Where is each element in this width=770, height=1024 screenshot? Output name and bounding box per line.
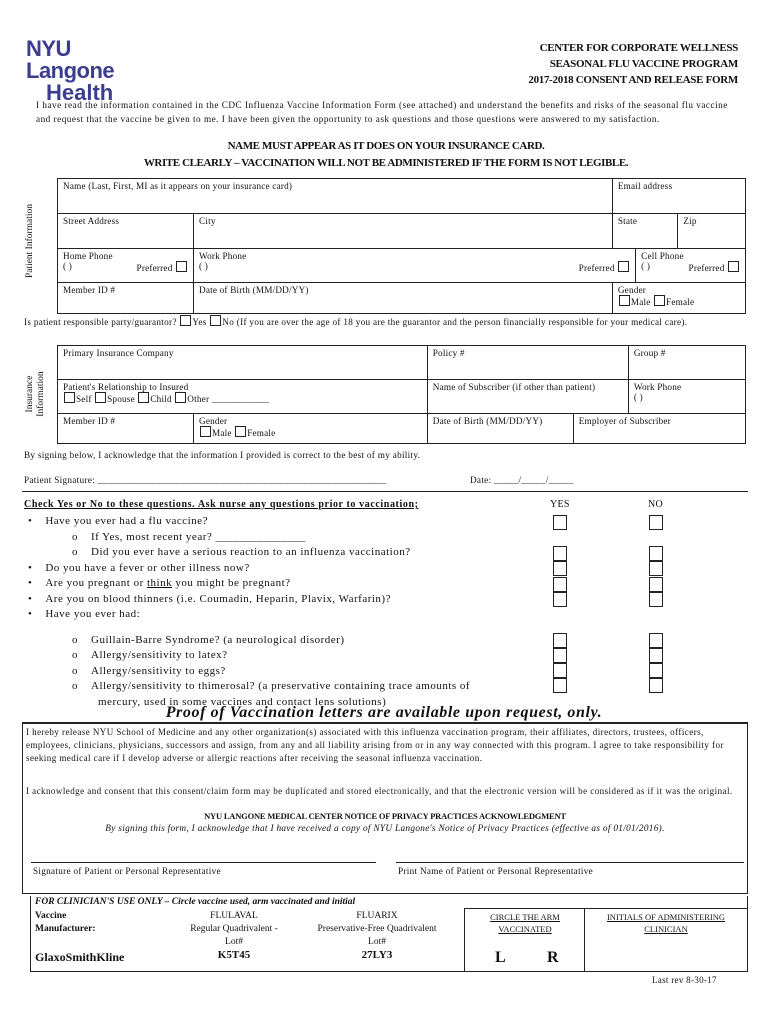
question-row: • Are you on blood thinners (i.e. Coumadin, Heparin, Plavix, Warfarin)? — [28, 592, 391, 605]
home-phone-field[interactable]: Home Phone ( ) Preferred — [58, 248, 194, 283]
no-column-header: NO — [648, 499, 664, 510]
clinician-title: FOR CLINICIAN'S USE ONLY – Circle vaccine used, arm vaccinated and initial — [35, 897, 356, 907]
policy-field[interactable]: Policy # — [427, 346, 628, 380]
state-field[interactable]: State — [612, 213, 677, 248]
q5c-no-checkbox[interactable] — [649, 663, 663, 678]
insurance-gender-field: Gender Male Female — [194, 414, 428, 444]
self-checkbox[interactable] — [64, 392, 75, 403]
question-row: mercury, used in some vaccines and contact lens solutions) — [98, 695, 387, 708]
q5a-no-checkbox[interactable] — [649, 633, 663, 648]
gender-field: Gender Male Female — [612, 283, 745, 314]
vaccine-manufacturer-label: Vaccine Manufacturer: — [35, 911, 96, 934]
insurance-information-section — [24, 345, 746, 445]
q5b-no-checkbox[interactable] — [649, 648, 663, 663]
group-field[interactable]: Group # — [628, 346, 745, 380]
circle-arm-label: CIRCLE THE ARM VACCINATED — [490, 912, 560, 934]
guarantor-yes-checkbox[interactable] — [180, 315, 191, 326]
questions-list — [28, 514, 528, 710]
home-preferred-checkbox[interactable] — [176, 261, 187, 272]
question-row: o If Yes, most recent year? _______________ — [72, 530, 306, 543]
q2-no-checkbox[interactable] — [649, 561, 663, 576]
name-field[interactable]: Name (Last, First, MI as it appears on your insurance card) — [58, 179, 613, 214]
question-row: o Allergy/sensitivity to latex? — [72, 649, 228, 661]
intro-paragraph: I have read the information contained in the CDC Influenza Vaccine Information Form (see attached) and understand the benefits and risks of the seasonal flu vaccine and request that the vaccine be given to me. I have been given the opportunity to ask questions and those questions were answered to my satisfaction. — [36, 100, 728, 124]
q1-no-checkbox[interactable] — [649, 515, 663, 530]
spouse-checkbox[interactable] — [95, 392, 106, 403]
acknowledgement-text: By signing below, I acknowledge that the information I provided is correct to the best of my ability. — [24, 450, 421, 460]
work-phone-field[interactable]: Work Phone ( ) Preferred — [194, 248, 636, 283]
q5d-no-checkbox[interactable] — [649, 678, 663, 693]
print-name-line[interactable] — [396, 862, 744, 863]
question-row: • Do you have a fever or other illness now? — [28, 561, 250, 574]
cell-phone-field[interactable]: Cell Phone ( ) Preferred — [636, 248, 746, 283]
question-row: • Have you ever had a flu vaccine? — [28, 515, 208, 527]
q3-yes-checkbox[interactable] — [553, 577, 567, 592]
nyu-langone-logo: NYU Langone Health — [26, 36, 115, 105]
child-checkbox[interactable] — [138, 392, 149, 403]
q1b-no-checkbox[interactable] — [649, 546, 663, 561]
member-id-field[interactable]: Member ID # — [58, 283, 194, 314]
insurance-female-checkbox[interactable] — [235, 426, 246, 437]
cell-preferred-checkbox[interactable] — [728, 261, 739, 272]
fluaval-option[interactable]: FLULAVAL Regular Quadrivalent - Lot# K5T45 — [190, 911, 278, 961]
privacy-title: NYU LANGONE MEDICAL CENTER NOTICE OF PRIVACY PRACTICES ACKNOWLEDGMENT — [204, 811, 566, 821]
patient-signature-line[interactable]: Patient Signature: ___________________________________________________________ — [24, 475, 387, 485]
insurance-info-label: Insurance Information — [25, 371, 46, 417]
guarantor-question: Is patient responsible party/guarantor? Yes No (If you are over the age of 18 you are the guarantor and the person financially responsible for your medical care). — [24, 317, 688, 327]
work-preferred-checkbox[interactable] — [618, 261, 629, 272]
patient-info-label: Patient Information — [25, 203, 35, 279]
signature-label: Signature of Patient or Personal Representative — [33, 866, 221, 876]
q3-no-checkbox[interactable] — [649, 577, 663, 592]
insurance-member-id-field[interactable]: Member ID # — [58, 414, 194, 444]
manufacturer-name: GlaxoSmithKline — [35, 950, 125, 964]
insurance-male-checkbox[interactable] — [200, 426, 211, 437]
q4-yes-checkbox[interactable] — [553, 592, 567, 607]
release-paragraph: I hereby release NYU School of Medicine and any other organization(s) associated with this influenza vaccination program, their affiliates, directors, trustees, officers, employees, clinicians, physicians, successors and assign, from any and all liability arising from or in any way connected with this program. I agree to take responsibility for seeking medical care if I develop adverse or allergic reactions after receiving the seasonal influenza vaccination. — [26, 727, 724, 763]
female-checkbox[interactable] — [654, 295, 665, 306]
proof-of-vaccination-notice: Proof of Vaccination letters are available upon request, only. — [165, 704, 603, 721]
q1b-yes-checkbox[interactable] — [553, 546, 567, 561]
q5a-yes-checkbox[interactable] — [553, 633, 567, 648]
question-row: • Have you ever had: — [28, 608, 141, 620]
q2-yes-checkbox[interactable] — [553, 561, 567, 576]
question-row: o Allergy/sensitivity to eggs? — [72, 664, 226, 677]
question-row: • Are you pregnant or think you might be pregnant? — [28, 577, 291, 589]
relationship-field: Patient's Relationship to Insured Self Spouse Child Other ____________ — [58, 380, 428, 414]
employer-field[interactable]: Employer of Subscriber — [573, 414, 745, 444]
fluarix-option[interactable]: FLUARIX Preservative-Free Quadrivalent Lot# 27LY3 — [317, 911, 437, 961]
insurance-company-field[interactable]: Primary Insurance Company — [58, 346, 428, 380]
question-row: o Allergy/sensitivity to thimerosal? (a preservative containing trace amounts of — [72, 680, 471, 692]
email-field[interactable]: Email address — [612, 179, 745, 214]
left-arm-option[interactable]: L — [495, 949, 506, 966]
patient-information-section — [24, 178, 746, 314]
initials-box[interactable] — [584, 908, 747, 971]
q4-no-checkbox[interactable] — [649, 592, 663, 607]
question-row: o Guillain-Barre Syndrome? (a neurological disorder) — [72, 633, 345, 646]
other-checkbox[interactable] — [175, 392, 186, 403]
clinician-section — [30, 896, 748, 972]
male-checkbox[interactable] — [619, 295, 630, 306]
questions-header: Check Yes or No to these questions. Ask nurse any questions prior to vaccination; — [24, 499, 419, 510]
form-header: CENTER FOR CORPORATE WELLNESS SEASONAL FLU VACCINE PROGRAM 2017-2018 CONSENT AND RELEASE FORM — [528, 42, 738, 86]
q5d-yes-checkbox[interactable] — [553, 678, 567, 693]
divider — [22, 491, 748, 492]
right-arm-option[interactable]: R — [547, 949, 559, 966]
release-box — [22, 722, 748, 894]
privacy-text: By signing this form, I acknowledge that I have received a copy of NYU Langone's Notice of Privacy Practices (effective as of 01/01/2016). — [105, 824, 665, 834]
initials-label: INITIALS OF ADMINISTERING CLINICIAN — [606, 912, 726, 934]
q1-yes-checkbox[interactable] — [553, 515, 567, 530]
signature-line[interactable] — [31, 862, 376, 863]
guarantor-no-checkbox[interactable] — [210, 315, 221, 326]
notice: NAME MUST APPEAR AS IT DOES ON YOUR INSURANCE CARD. WRITE CLEARLY – VACCINATION WILL NOT BE ADMINISTERED IF THE FORM IS NOT LEGIBLE. — [143, 140, 629, 169]
electronic-consent-paragraph: I acknowledge and consent that this consent/claim form may be duplicated and stored electronically, and that the electronic version will be considered as if it was the original. — [26, 786, 733, 796]
street-field[interactable]: Street Address — [58, 213, 194, 248]
insurance-dob-field[interactable]: Date of Birth (MM/DD/YY) — [427, 414, 573, 444]
revision-note: Last rev 8-30-17 — [652, 975, 717, 985]
print-name-label: Print Name of Patient or Personal Representative — [398, 866, 594, 876]
zip-field[interactable]: Zip — [678, 213, 746, 248]
subscriber-work-phone-field[interactable]: Work Phone ( ) — [628, 380, 745, 414]
subscriber-name-field[interactable]: Name of Subscriber (if other than patient) — [427, 380, 628, 414]
arm-vaccinated-box — [464, 908, 585, 971]
date-line[interactable]: Date: _____/_____/_____ — [470, 475, 574, 485]
yes-column-header: YES — [550, 499, 570, 510]
q5b-yes-checkbox[interactable] — [553, 648, 567, 663]
q5c-yes-checkbox[interactable] — [553, 663, 567, 678]
city-field[interactable]: City — [194, 213, 613, 248]
question-row: o Did you ever have a serious reaction to an influenza vaccination? — [72, 546, 411, 558]
dob-field[interactable]: Date of Birth (MM/DD/YY) — [194, 283, 613, 314]
